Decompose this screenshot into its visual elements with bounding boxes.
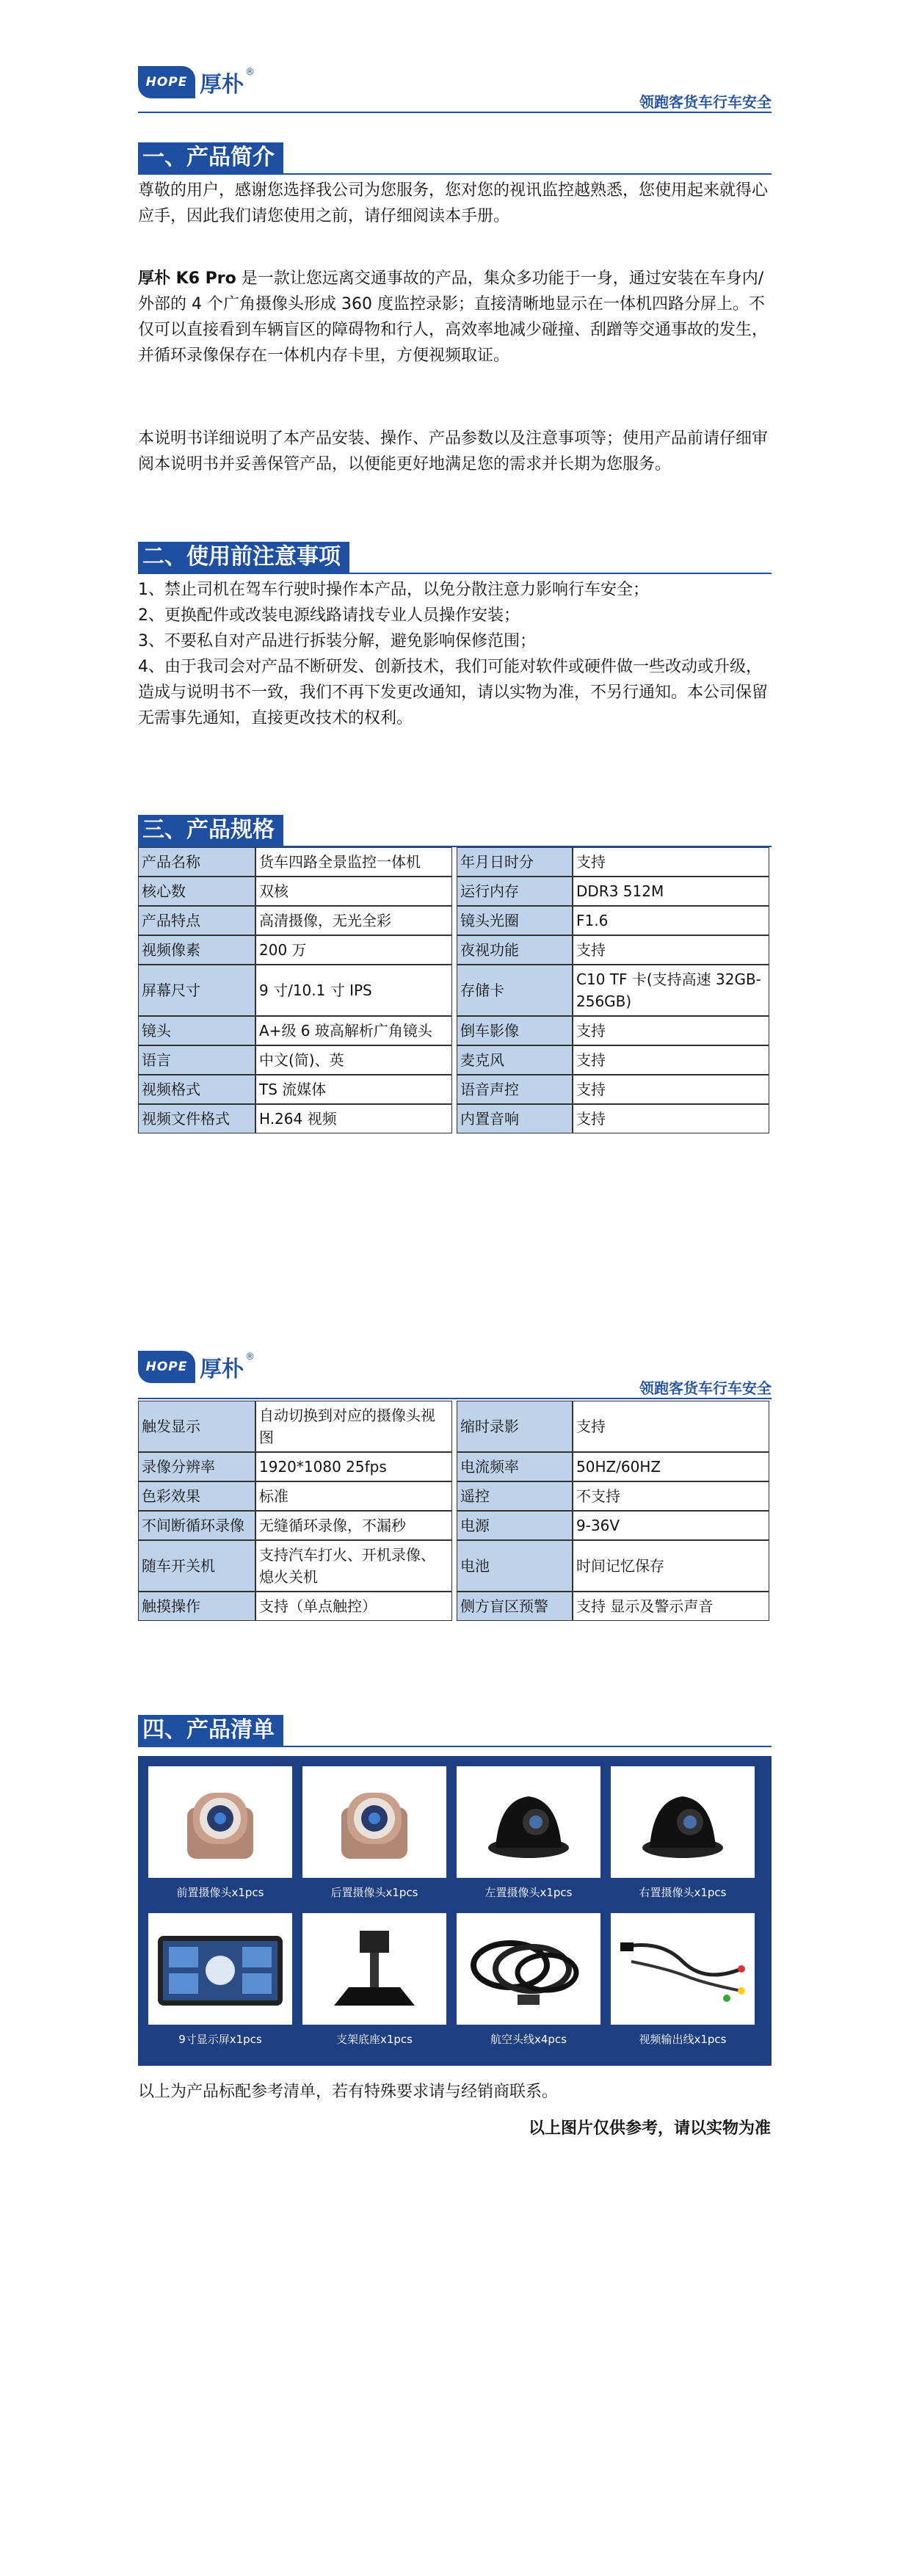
section-title-list: 四、产品清单 (138, 1715, 283, 1747)
spec-value: DDR3 512M (573, 877, 769, 906)
slogan: 领跑客货车行车安全 (639, 1379, 772, 1397)
table-row (138, 1511, 769, 1540)
spec-value: 时间记忆保存 (573, 1540, 769, 1592)
spec-key: 运行内存 (457, 877, 573, 906)
registered-mark: ® (245, 1351, 255, 1363)
spec-key: 电流频率 (457, 1452, 573, 1481)
spec-value: C10 TF 卡(支持高速 32GB-256GB) (573, 965, 769, 1016)
product-item (611, 1766, 755, 1915)
spec-value: 双核 (255, 877, 452, 906)
spec-key: 侧方盲区预警 (457, 1592, 573, 1621)
section-bar (138, 1746, 772, 1747)
spec-value: 支持 (573, 1075, 769, 1104)
product-label: 9寸显示屏x1pcs (178, 2033, 262, 2046)
spec-value: 支持 (573, 1104, 769, 1133)
table-row (138, 965, 769, 1016)
table-row (138, 1075, 769, 1104)
product-label: 航空头线x4pcs (490, 2033, 567, 2046)
spec-value: 支持 (573, 935, 769, 965)
spec-key: 麦克风 (457, 1045, 573, 1075)
image-disclaimer: 以上图片仅供参考，请以实物为准 (528, 2119, 771, 2138)
spec-key: 缩时录影 (457, 1401, 573, 1452)
spec-key: 产品特点 (138, 906, 255, 935)
spec-value: 1920*1080 25fps (255, 1452, 452, 1481)
spec-key: 不间断循环录像 (138, 1511, 255, 1540)
product-item (302, 1913, 446, 2061)
brand-logo (138, 66, 255, 98)
spec-value: 不支持 (573, 1481, 769, 1511)
header-divider (138, 112, 772, 113)
spec-key: 触发显示 (138, 1401, 255, 1452)
left-camera-icon (457, 1766, 600, 1878)
product-item (611, 1913, 755, 2061)
table-row (138, 847, 769, 877)
list-item: 2、更换配件或改装电源线路请找专业人员操作安装； (138, 606, 520, 625)
product-label: 后置摄像头x1pcs (330, 1886, 418, 1899)
product-item (148, 1766, 292, 1915)
spec-value: F1.6 (573, 906, 769, 935)
spec-key: 电池 (457, 1540, 573, 1592)
page-header (0, 66, 911, 139)
spec-key: 产品名称 (138, 847, 255, 877)
logo-badge: HOPE (138, 66, 195, 98)
table-row (138, 906, 769, 935)
spec-value: TS 流媒体 (255, 1075, 452, 1104)
rear-camera-icon (302, 1766, 446, 1878)
product-label: 左置摄像头x1pcs (484, 1886, 573, 1899)
table-row (138, 1592, 769, 1621)
spec-key: 随车开关机 (138, 1540, 255, 1592)
spec-key: 存储卡 (457, 965, 573, 1016)
spec-value: 9 寸/10.1 寸 IPS (255, 965, 452, 1016)
spec-value: 支持（单点触控） (255, 1592, 452, 1621)
spec-key: 镜头光圈 (457, 906, 573, 935)
product-label: 右置摄像头x1pcs (639, 1886, 727, 1899)
list-note: 以上为产品标配参考清单，若有特殊要求请与经销商联系。 (138, 2083, 559, 2101)
spec-value: 支持 (573, 1401, 769, 1452)
product-item (457, 1766, 600, 1915)
front-camera-icon (148, 1766, 292, 1878)
spec-value: 支持汽车打火、开机录像、熄火关机 (255, 1540, 452, 1592)
section-title-spec: 三、产品规格 (138, 815, 283, 847)
spec-key: 倒车影像 (457, 1016, 573, 1045)
table-row (138, 1104, 769, 1133)
spec-key: 遥控 (457, 1481, 573, 1511)
logo-cn: 厚朴 (200, 1357, 244, 1382)
table-row (138, 935, 769, 965)
spec-value: 货车四路全景监控一体机 (255, 847, 452, 877)
intro-para-1: 尊敬的用户，感谢您选择我公司为您服务，您对您的视讯监控越熟悉，您使用起来就得心应手，因此我们请您使用之前，请仔细阅读本手册。 (138, 181, 769, 225)
product-grid (138, 1756, 772, 2066)
registered-mark: ® (245, 66, 255, 78)
spec-key: 触摸操作 (138, 1592, 255, 1621)
spec-value: 自动切换到对应的摄像头视图 (255, 1401, 452, 1452)
spec-key: 视频文件格式 (138, 1104, 255, 1133)
spec-key: 年月日时分 (457, 847, 573, 877)
product-label: 前置摄像头x1pcs (176, 1886, 264, 1899)
section-bar (138, 173, 772, 175)
spec-value: 高清摄像，无光全彩 (255, 906, 452, 935)
list-item: 4、由于我司会对产品不断研发、创新技术，我们可能对软件或硬件做一些改动或升级，造成与说明书不一致，我们不再下发更改通知，请以实物为准，不另行通知。本公司保留无需事先通知，直接更改技术的权利。 (138, 658, 769, 728)
intro-para-2: 厚朴 K6 Pro 是一款让您远离交通事故的产品，集众多功能于一身，通过安装在车身内/外部的 4 个广角摄像头形成 360 度监控录影；直接清晰地显示在一体机四路分屏上。不仅可以直接看到车辆盲区的障碍物和行人，高效率地减少碰撞、刮蹭等交通事故的发生，并循环录像保存在一体机内存卡里，方便视频取证。 (138, 269, 769, 365)
spec-value: 50HZ/60HZ (573, 1452, 769, 1481)
product-item (302, 1766, 446, 1915)
list-item: 1、禁止司机在驾车行驶时操作本产品，以免分散注意力影响行车安全； (138, 581, 649, 599)
spec-key: 屏幕尺寸 (138, 965, 255, 1016)
spec-key: 语音声控 (457, 1075, 573, 1104)
spec-value: 9-36V (573, 1511, 769, 1540)
spec-key: 录像分辨率 (138, 1452, 255, 1481)
section-bar (138, 573, 772, 574)
video-output-cable-icon (611, 1913, 755, 2025)
table-row (138, 1481, 769, 1511)
spec-value: 支持 显示及警示声音 (573, 1592, 769, 1621)
spec-value: 无缝循环录像，不漏秒 (255, 1511, 452, 1540)
spec-key: 核心数 (138, 877, 255, 906)
spec-value: 标准 (255, 1481, 452, 1511)
spec-key: 电源 (457, 1511, 573, 1540)
table-row (138, 1401, 769, 1452)
product-label: 支架底座x1pcs (335, 2033, 413, 2046)
table-row (138, 1452, 769, 1481)
product-name: 厚朴 K6 Pro (138, 269, 236, 288)
spec-value: 中文(简)、英 (255, 1045, 452, 1075)
table-row (138, 877, 769, 906)
spec-table-2 (138, 1401, 769, 1621)
spec-key: 视频格式 (138, 1075, 255, 1104)
product-item (457, 1913, 600, 2061)
bracket-base-icon (302, 1913, 446, 2025)
spec-value: 200 万 (255, 935, 452, 965)
spec-value: H.264 视频 (255, 1104, 452, 1133)
table-row (138, 1540, 769, 1592)
spec-key: 语言 (138, 1045, 255, 1075)
section-title-notes: 二、使用前注意事项 (138, 542, 349, 574)
spec-key: 内置音响 (457, 1104, 573, 1133)
spec-value: 支持 (573, 1045, 769, 1075)
spec-value: 支持 (573, 1016, 769, 1045)
table-row (138, 1016, 769, 1045)
product-item (148, 1913, 292, 2061)
right-camera-icon (611, 1766, 755, 1878)
spec-key: 视频像素 (138, 935, 255, 965)
spec-value: 支持 (573, 847, 769, 877)
display-screen-icon (148, 1913, 292, 2025)
spec-key: 色彩效果 (138, 1481, 255, 1511)
section-title-intro: 一、产品简介 (138, 142, 283, 175)
spec-table-1 (138, 847, 769, 1133)
spec-key: 镜头 (138, 1016, 255, 1045)
list-item: 3、不要私自对产品进行拆装分解，避免影响保修范围； (138, 632, 536, 650)
logo-cn: 厚朴 (200, 72, 244, 98)
spec-key: 夜视功能 (457, 935, 573, 965)
intro-para-3: 本说明书详细说明了本产品安装、操作、产品参数以及注意事项等；使用产品前请仔细审阅本说明书并妥善保管产品，以便能更好地满足您的需求并长期为您服务。 (138, 429, 769, 474)
brand-logo (138, 1351, 255, 1383)
aviation-cable-icon (457, 1913, 600, 2025)
table-row (138, 1045, 769, 1075)
product-label: 视频输出线x1pcs (639, 2033, 727, 2046)
spec-value: A+级 6 玻高解析广角镜头 (255, 1016, 452, 1045)
header-divider (138, 1398, 772, 1399)
notes-list (138, 577, 771, 731)
slogan: 领跑客货车行车安全 (639, 93, 772, 111)
logo-badge: HOPE (138, 1351, 195, 1383)
